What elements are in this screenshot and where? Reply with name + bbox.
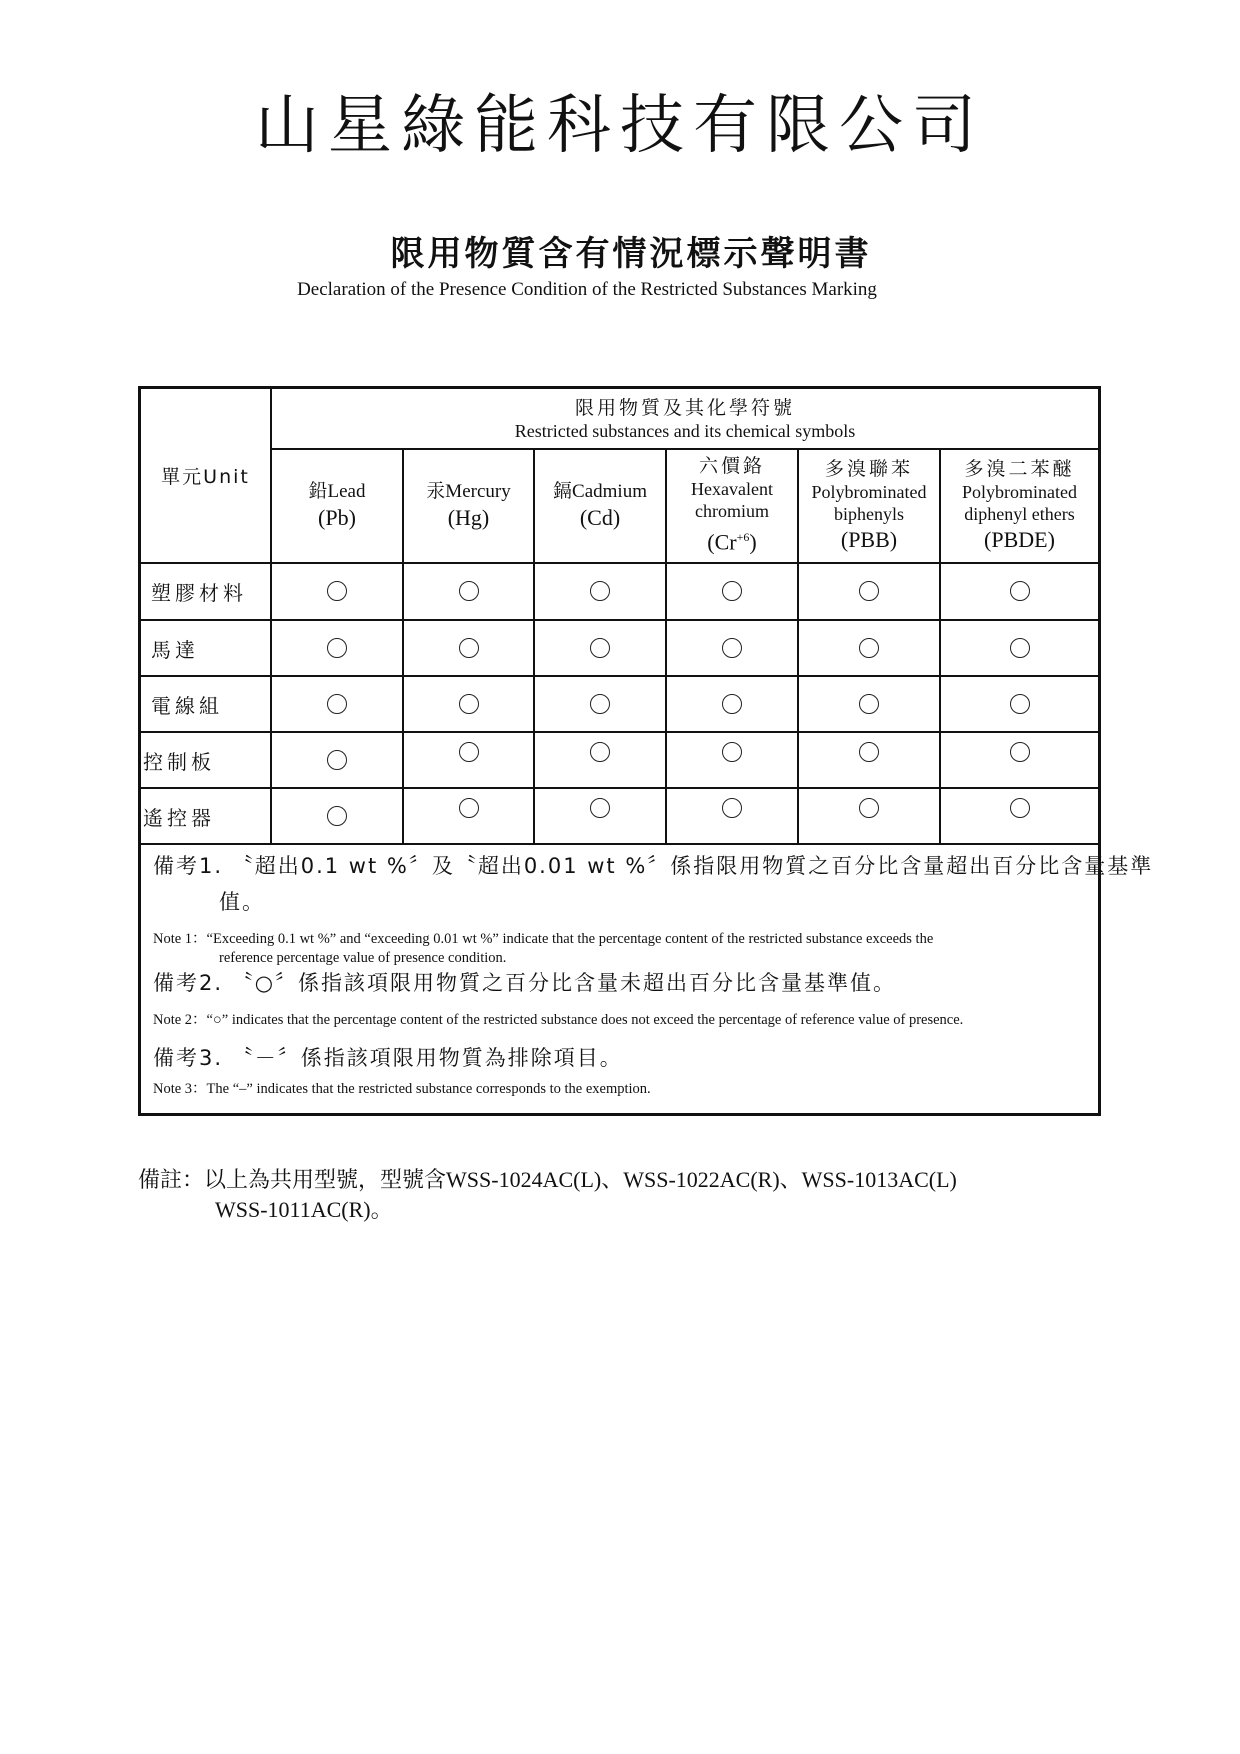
- not-exceeding-mark-icon: [327, 581, 347, 601]
- not-exceeding-mark-icon: [590, 694, 610, 714]
- col-en-line2: biphenyls: [834, 504, 904, 524]
- not-exceeding-mark-icon: [722, 798, 742, 818]
- col-symbol: (Pb): [318, 504, 356, 530]
- company-name: 山星綠能科技有限公司: [255, 89, 985, 163]
- table-cell: [941, 677, 1098, 731]
- table-cell: [667, 677, 797, 731]
- table-cell: [667, 781, 797, 835]
- table-cell: [404, 725, 533, 779]
- not-exceeding-mark-icon: [859, 742, 879, 762]
- not-exceeding-mark-icon: [859, 581, 879, 601]
- table-cell: [535, 621, 665, 675]
- col-symbol: (PBB): [840, 527, 898, 552]
- not-exceeding-mark-icon: [722, 581, 742, 601]
- table-cell: [941, 621, 1098, 675]
- table-cell: [535, 725, 665, 779]
- group-header-en: Restricted substances and its chemical symbols: [514, 420, 856, 441]
- table-cell: [272, 733, 402, 787]
- not-exceeding-mark-icon: [459, 581, 479, 601]
- group-header-zh: 限用物質及其化學符號: [574, 396, 795, 419]
- row-unit-label: 馬達: [151, 637, 199, 662]
- document-title-zh: 限用物質含有情況標示聲明書: [390, 234, 872, 274]
- not-exceeding-mark-icon: [590, 742, 610, 762]
- note1-zh-cont: 值。: [219, 890, 265, 914]
- not-exceeding-mark-icon: [590, 581, 610, 601]
- table-cell: [941, 781, 1098, 835]
- row-unit-label: 電線組: [151, 693, 223, 718]
- not-exceeding-mark-icon: [327, 806, 347, 826]
- not-exceeding-mark-icon: [859, 638, 879, 658]
- not-exceeding-mark-icon: [859, 694, 879, 714]
- col-zh: 汞: [426, 479, 446, 502]
- not-exceeding-mark-icon: [590, 638, 610, 658]
- not-exceeding-mark-icon: [1010, 742, 1030, 762]
- col-symbol: (Hg): [447, 504, 490, 530]
- col-en: Mercury: [445, 480, 511, 502]
- table-cell: [272, 564, 402, 618]
- column-header-pbde: [941, 450, 1098, 562]
- col-en: Cadmium: [572, 480, 647, 502]
- table-cell: [799, 725, 939, 779]
- col-zh: 多溴二苯醚: [964, 458, 1075, 480]
- table-cell: [272, 677, 402, 731]
- not-exceeding-mark-icon: [859, 798, 879, 818]
- not-exceeding-mark-icon: [327, 750, 347, 770]
- not-exceeding-mark-icon: [459, 742, 479, 762]
- col-en: Lead: [327, 480, 366, 502]
- not-exceeding-mark-icon: [459, 798, 479, 818]
- col-symbol: (Cd): [579, 504, 621, 530]
- col-symbol: (PBDE): [984, 527, 1055, 552]
- table-cell: [404, 564, 533, 618]
- note2-zh: 備考2. 〝○〞係指該項限用物質之百分比含量未超出百分比含量基準值。: [153, 971, 897, 995]
- table-cell: [667, 621, 797, 675]
- note1-en-cont: reference percentage value of presence condition.: [219, 950, 507, 966]
- not-exceeding-mark-icon: [1010, 694, 1030, 714]
- row-unit-label: 遙控器: [143, 805, 215, 830]
- table-cell: [404, 621, 533, 675]
- not-exceeding-mark-icon: [327, 638, 347, 658]
- row-unit-label: 控制板: [143, 749, 215, 774]
- not-exceeding-mark-icon: [722, 742, 742, 762]
- column-header-lead: [272, 450, 402, 562]
- restricted-substances-table: [138, 386, 1154, 1116]
- col-en-line2: diphenyl ethers: [964, 504, 1075, 524]
- row-unit-label: 塑膠材料: [151, 580, 247, 605]
- not-exceeding-mark-icon: [590, 798, 610, 818]
- table-cell: [272, 789, 402, 843]
- table-cell: [799, 781, 939, 835]
- table-cell: [941, 564, 1098, 618]
- not-exceeding-mark-icon: [722, 638, 742, 658]
- col-zh: 鉛: [308, 479, 328, 502]
- unit-column-header: 單元Unit: [161, 466, 250, 488]
- table-cell: [272, 621, 402, 675]
- table-cell: [799, 564, 939, 618]
- col-symbol: $(Cr^{+6})$: [707, 529, 757, 555]
- document-title-en: Declaration of the Presence Condition of the Restricted Substances Marking: [297, 279, 877, 300]
- col-zh: 六價鉻: [698, 455, 765, 478]
- note3-zh: 備考3. 〝－〞係指該項限用物質為排除項目。: [153, 1046, 623, 1070]
- table-cell: [667, 564, 797, 618]
- not-exceeding-mark-icon: [1010, 638, 1030, 658]
- table-cell: [404, 781, 533, 835]
- col-en-line1: Polybrominated: [962, 482, 1077, 502]
- table-cell: [535, 564, 665, 618]
- group-header: [272, 389, 1098, 448]
- row-divider: [141, 843, 1098, 845]
- not-exceeding-mark-icon: [459, 694, 479, 714]
- note3-en: Note 3：The “–” indicates that the restricted substance corresponds to the exemption.: [153, 1081, 651, 1097]
- column-header-cadmium: [535, 450, 665, 562]
- table-cell: [799, 677, 939, 731]
- note2-en: Note 2：“○” indicates that the percentage content of the restricted substance does not exceed the percentage of reference value of presence.: [153, 1012, 964, 1028]
- not-exceeding-mark-icon: [1010, 581, 1030, 601]
- footer-remark: [138, 1165, 957, 1225]
- col-en-line1: Hexavalent: [691, 479, 773, 500]
- remark-line2: WSS-1011AC(R)。: [215, 1197, 393, 1222]
- column-header-pbb: [799, 450, 939, 562]
- col-en-line2: chromium: [695, 501, 769, 522]
- col-zh: 鎘: [553, 479, 573, 502]
- not-exceeding-mark-icon: [459, 638, 479, 658]
- remark-line1: 備註：以上為共用型號，型號含WSS-1024AC(L)、WSS-1022AC(R)、WSS-1013AC(L): [138, 1167, 957, 1192]
- note1-en: Note 1：“Exceeding 0.1 wt %” and “exceeding 0.01 wt %” indicate that the percentage content of the restricted substance exceeds the: [153, 931, 934, 947]
- column-header-hexavalent-chromium: [667, 450, 797, 562]
- not-exceeding-mark-icon: [722, 694, 742, 714]
- table-cell: [941, 725, 1098, 779]
- table-cell: [535, 677, 665, 731]
- note1-zh: 備考1. 〝超出0.1 wt %〞及〝超出0.01 wt %〞係指限用物質之百分比含量超出百分比含量基準: [153, 854, 1154, 878]
- col-zh: 多溴聯苯: [824, 458, 913, 480]
- not-exceeding-mark-icon: [327, 694, 347, 714]
- not-exceeding-mark-icon: [1010, 798, 1030, 818]
- table-cell: [535, 781, 665, 835]
- table-cell: [667, 725, 797, 779]
- col-en-line1: Polybrominated: [811, 482, 927, 502]
- column-header-mercury: [404, 450, 533, 562]
- table-cell: [799, 621, 939, 675]
- table-cell: [404, 677, 533, 731]
